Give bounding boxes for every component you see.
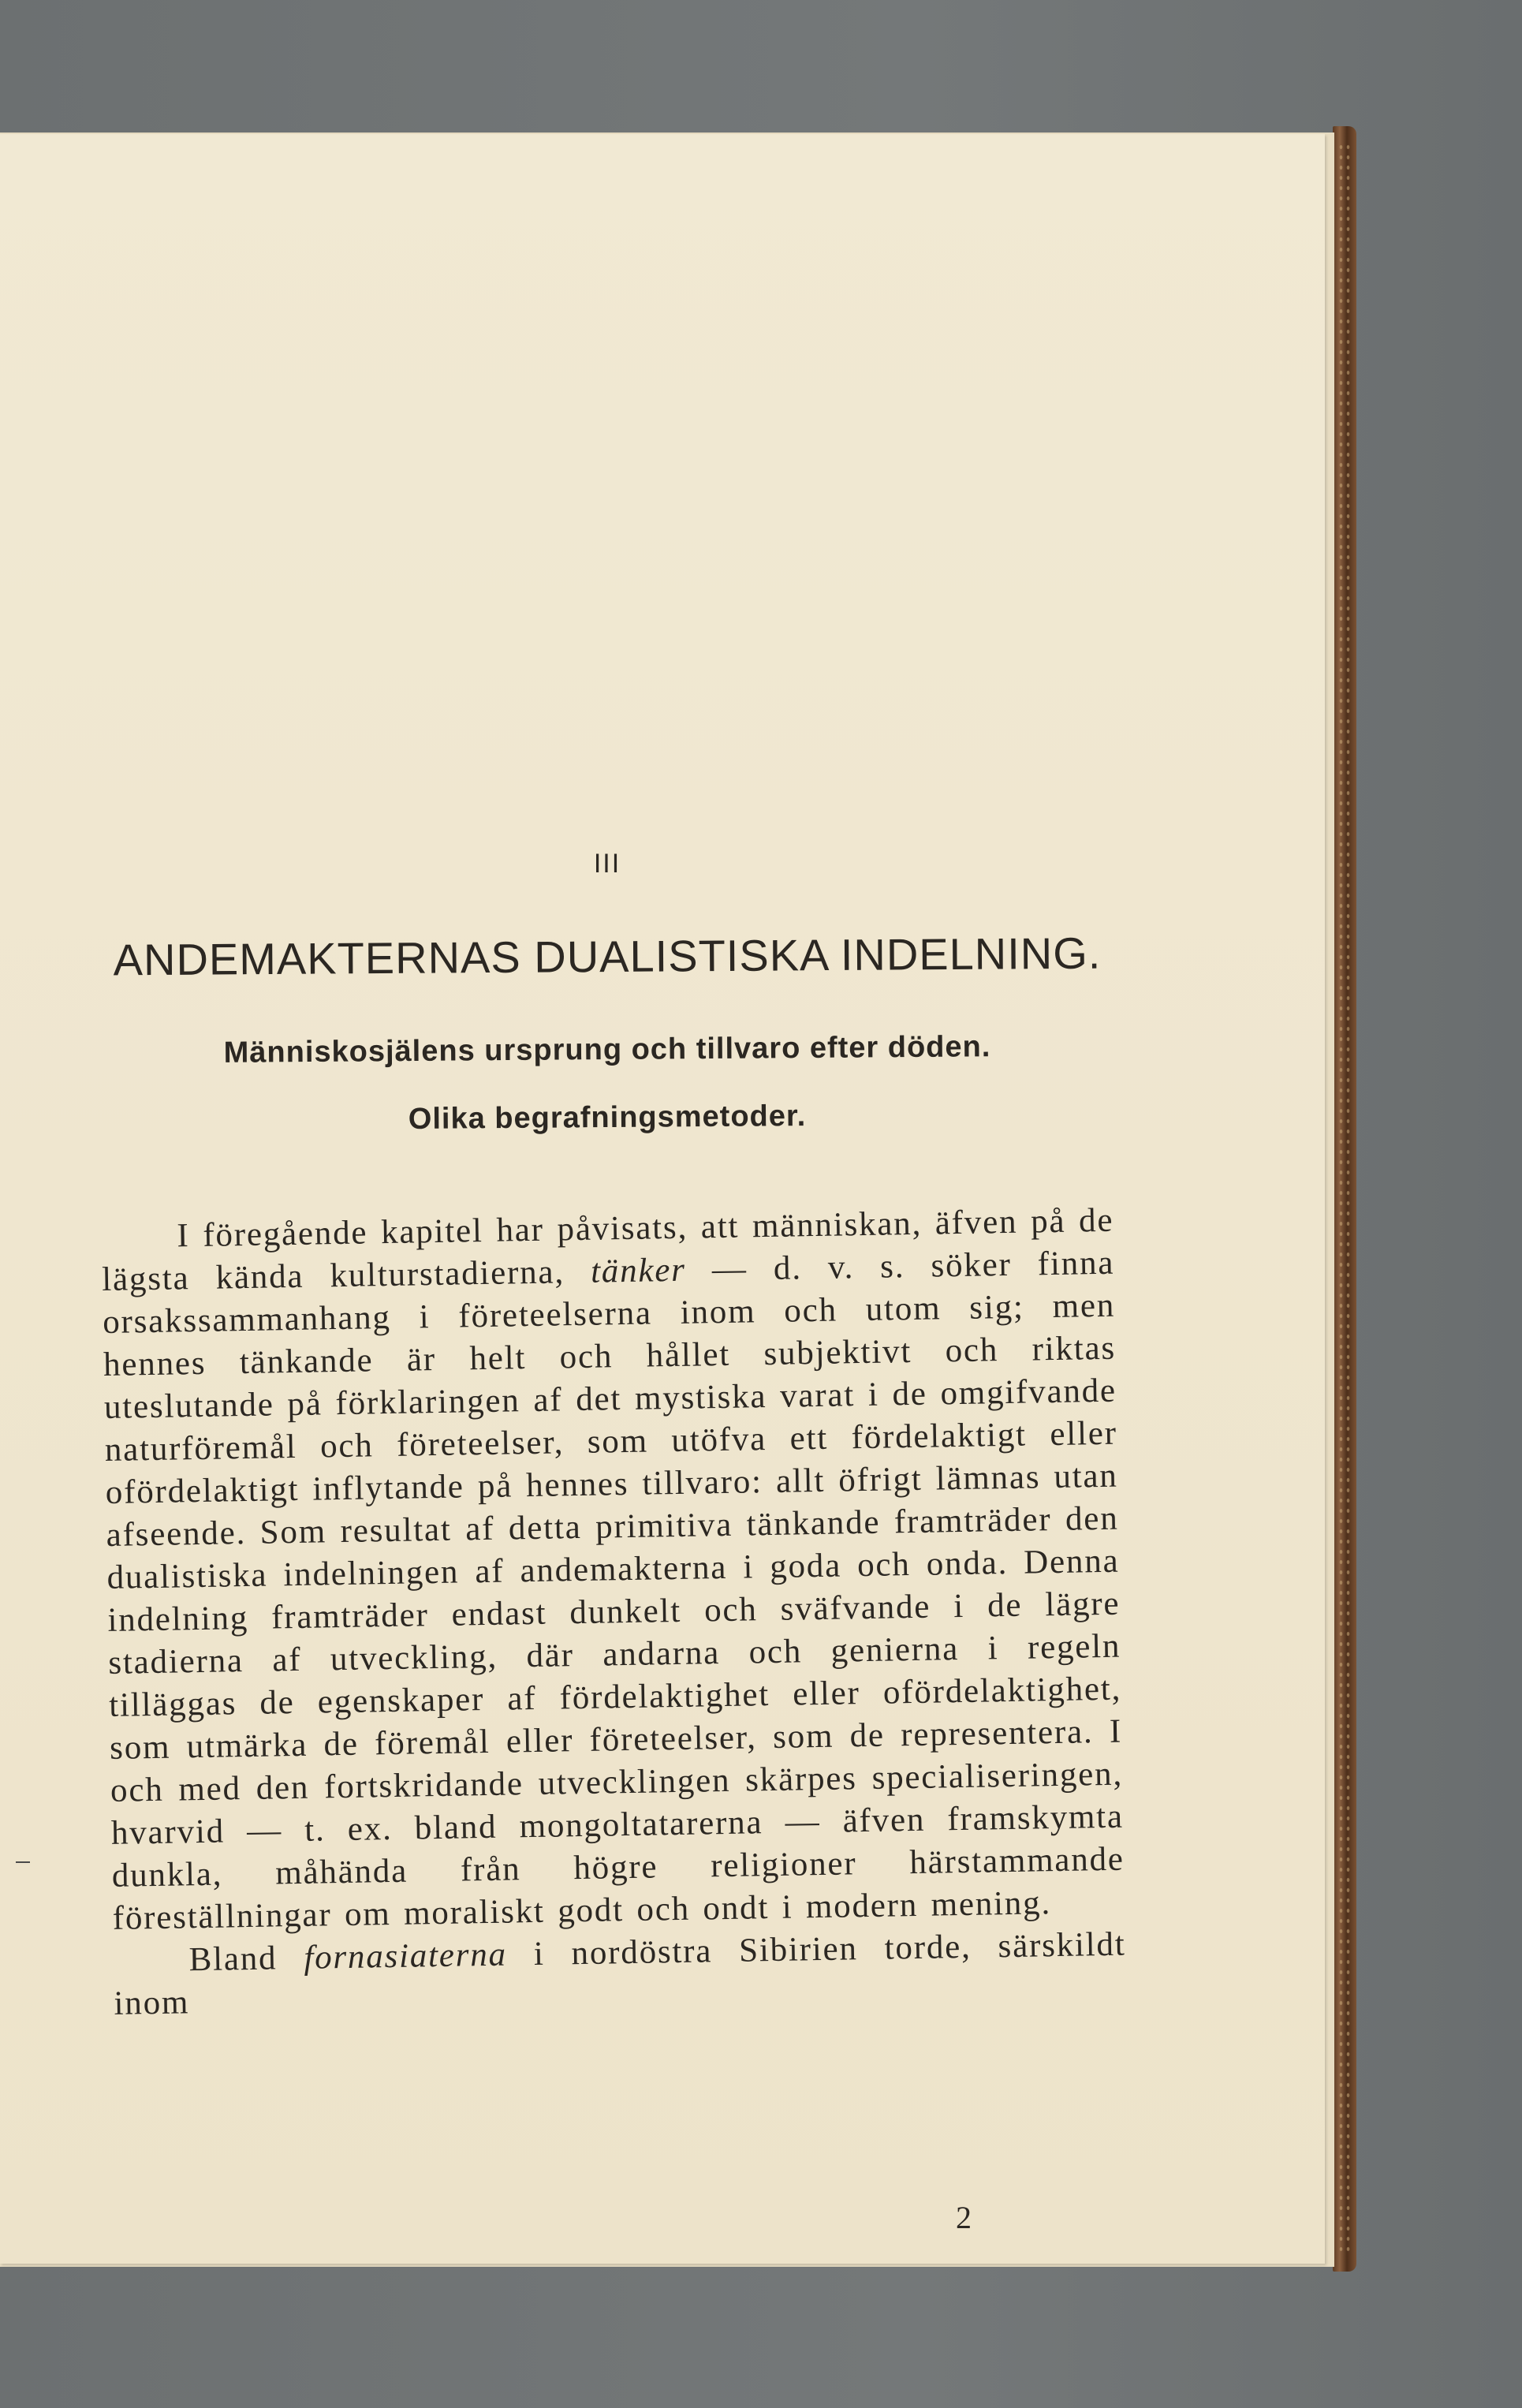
book-edge-texture <box>1337 142 1352 2256</box>
chapter-title: ANDEMAKTERNAS DUALISTISKA INDELNING. <box>113 928 1102 985</box>
emphasis: fornasiaterna <box>303 1936 508 1977</box>
text-run: I föregående kapitel har påvisats, att människan, äfven på de lägsta kända kulturstadierna, <box>101 1201 1114 1298</box>
text-run: — d. v. s. söker finna orsakssammanhang i företeelserna inom och utom sig; men hennes tänkande är helt och hållet subjektivt och riktas uteslutande på förklaringen af det mystiska varat i de omgifvande naturföremål och företeelser, som utöfva ett fördelaktigt eller ofördelaktigt inflytande på hennes tillvaro: allt öfrigt lämnas utan afseende. Som resultat af detta primitiva tänkande framträder den dualistiska indelningen af andemakterna i goda och onda. Denna indelning framträder endast dunkelt och sväfvande i de lägre stadierna af utveckling, där andarna och genierna i regeln tilläggas de egenskaper af fördelaktighet eller ofördelaktighet, som utmärka de föremål eller företeelser, som de representera. I och med den fortskridande utvecklingen skärpes specialiseringen, hvarvid — t. ex. bland mongoltatarerna — äfven framskymta dunkla, måhända från högre religioner härstammande föreställningar om moraliskt godt och ondt i modern mening. <box>102 1244 1125 1937</box>
chapter-subtitle: Olika begrafningsmetoder. <box>408 1099 807 1136</box>
chapter-number: III <box>593 849 621 879</box>
text-run: i nordöstra Sibirien torde, särskildt inom <box>114 1925 1126 2022</box>
page-number: 2 <box>956 2200 972 2235</box>
book-page <box>0 134 1325 2264</box>
text-run: Bland <box>188 1939 304 1979</box>
paragraph <box>113 1924 1127 2025</box>
margin-mark <box>16 1861 30 1863</box>
chapter-subtitle: Människosjälens ursprung och tillvaro efter döden. <box>223 1030 991 1070</box>
emphasis: tänker <box>590 1251 687 1290</box>
body-text <box>101 1200 1127 2025</box>
paragraph <box>101 1200 1125 1940</box>
